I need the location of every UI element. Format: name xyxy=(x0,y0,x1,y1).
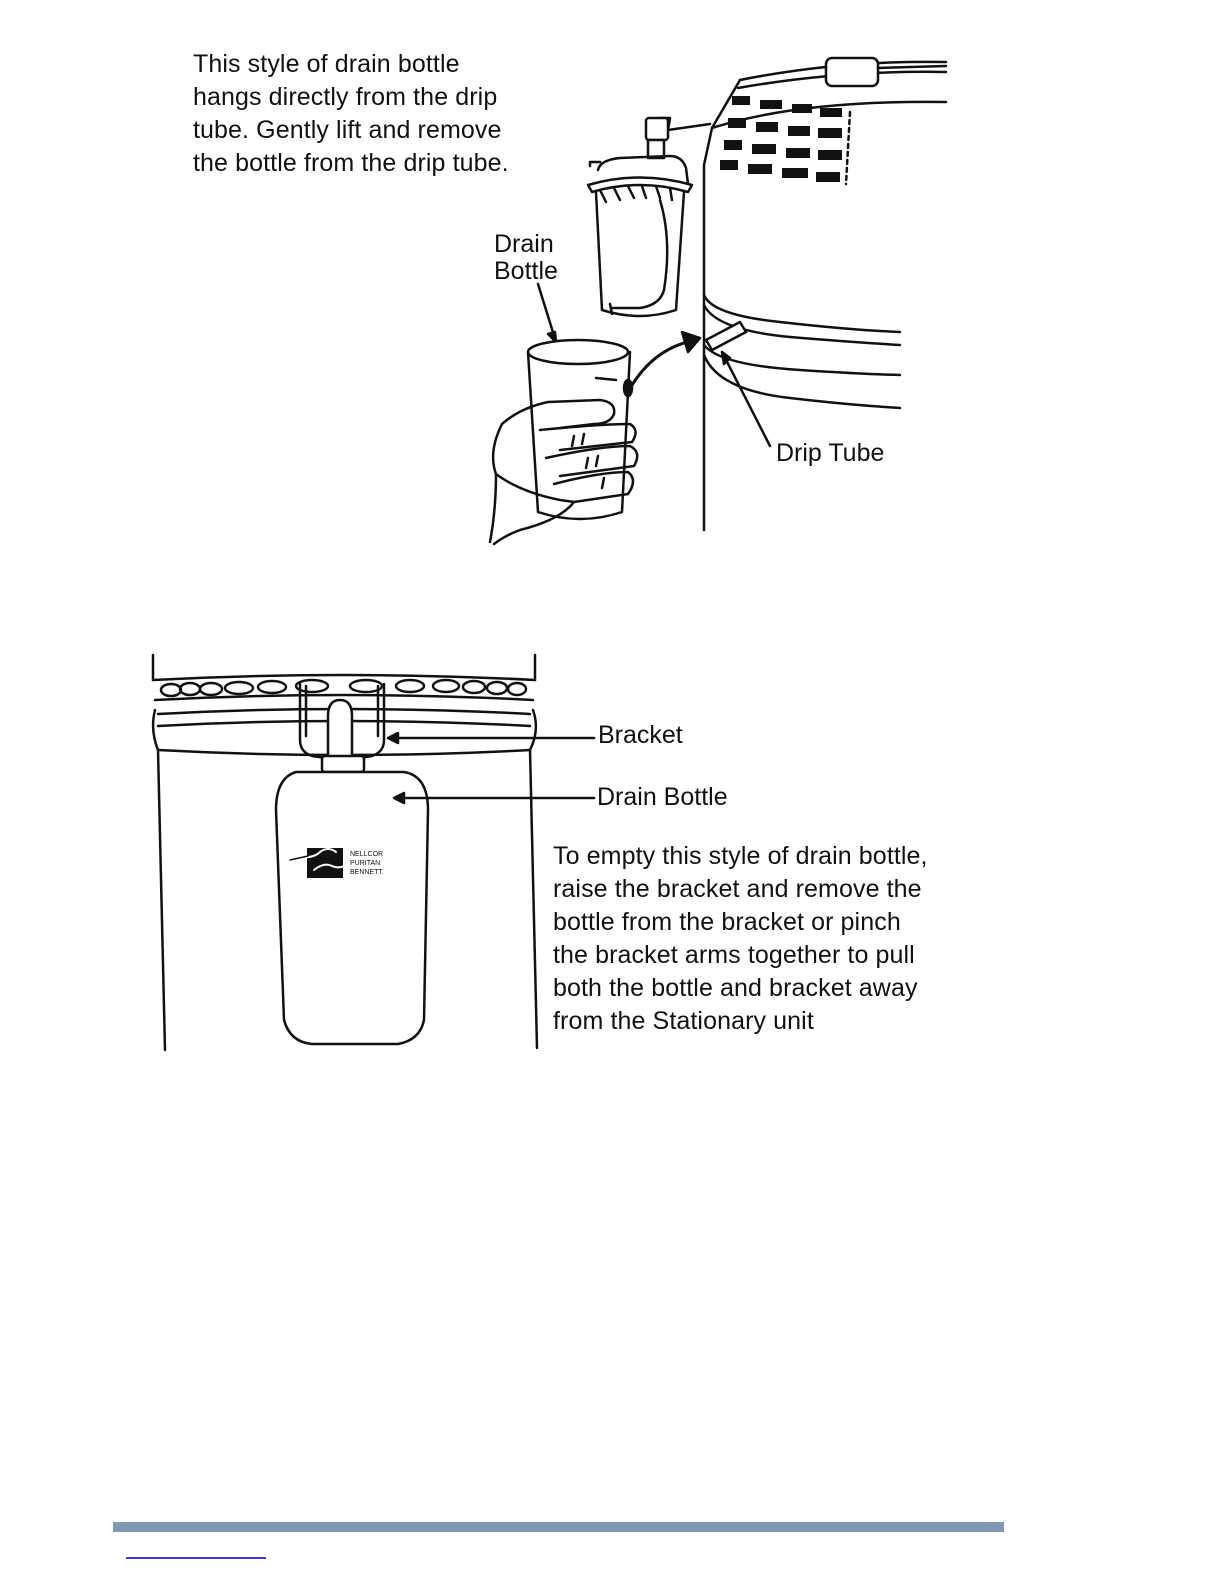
footer-link-underline[interactable] xyxy=(126,1557,266,1559)
figure2-drain-bottle-label: Drain Bottle xyxy=(597,783,728,811)
stationary-unit-top-illustration xyxy=(704,58,946,530)
logo-text-line-2: PURITAN xyxy=(350,860,381,867)
logo-text-line-1: NELLCOR xyxy=(350,851,384,858)
hand-holding-bottle-illustration xyxy=(490,340,637,544)
figure2-instruction: To empty this style of drain bottle, raise the bracket and remove the bottle from the bracket or pinch the bracket arms together to pull both the bottle and bracket away from the Stationary unit xyxy=(553,842,928,1035)
figure1-drain-bottle-label: Drain Bottle xyxy=(494,230,558,285)
logo-text-line-3: BENNETT. xyxy=(350,869,384,876)
figure1-drip-tube-label: Drip Tube xyxy=(776,439,885,467)
hanging-drain-bottle-illustration xyxy=(588,118,710,316)
footer-divider-bar xyxy=(113,1522,1004,1532)
drain-bottle-bottom-illustration xyxy=(276,772,594,1044)
figure1-instruction: This style of drain bottle hangs directly from the drip tube. Gently lift and remove the bottle from the drip tube. xyxy=(193,50,509,177)
figure2-bracket-label: Bracket xyxy=(598,721,683,749)
